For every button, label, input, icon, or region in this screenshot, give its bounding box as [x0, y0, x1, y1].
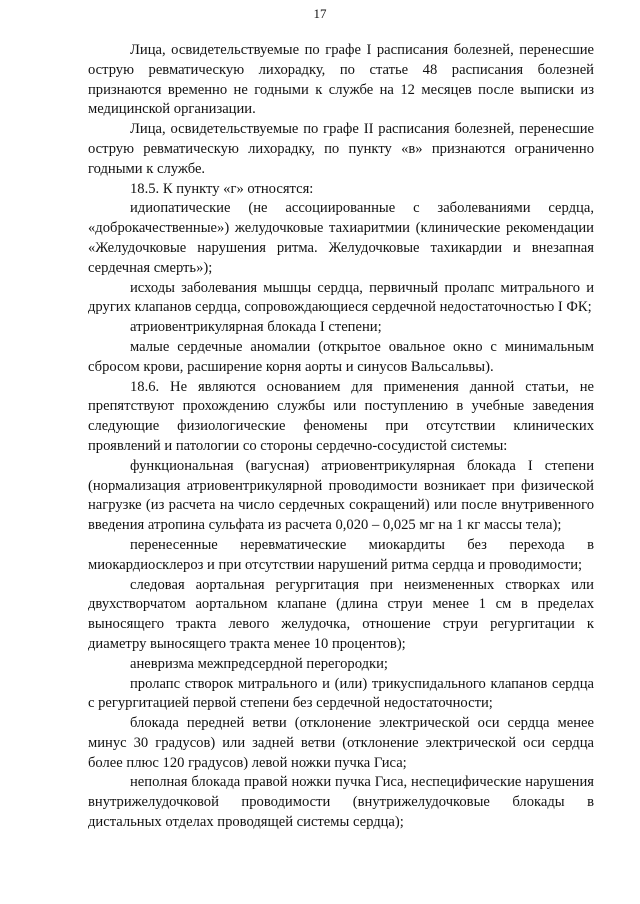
paragraph: аневризма межпредсердной перегородки;	[130, 655, 388, 672]
paragraph: 18.6. Не являются основанием для применения данной статьи, не препятствуют прохождению службы или поступлению в учебные заведения следующие физиологические феномены при отсутствии клинических проявлений и патологии со стороны сердечно-сосудистой системы:	[88, 378, 594, 454]
paragraph: функциональная (вагусная) атриовентрикулярная блокада I степени (нормализация атриовентрикулярной проводимости возникает при физической нагрузке (из расчета на число сердечных сокращений) или после внутривенного введения атропина сульфата из расчета 0,020 – 0,025 мг на 1 кг массы тела);	[88, 457, 594, 534]
paragraph: перенесенные неревматические миокардиты без перехода в миокардиосклероз и при отсутствии нарушений ритма сердца и проводимости;	[88, 536, 594, 573]
paragraph: следовая аортальная регургитация при неизмененных створках или двухстворчатом аортальном клапане (длина струи менее 1 см в пределах выносящего тракта левого желудочка, отношение струи регургитации к диаметру выносящего тракта менее 10 процентов);	[88, 576, 594, 652]
paragraph: идиопатические (не ассоциированные с заболеваниями сердца, «доброкачественные») желудочковые тахиаритмии (клинические рекомендации «Желудочковые нарушения ритма. Желудочковые тахикардии и внезапная сердечная смерть»);	[88, 200, 594, 276]
page-number: 17	[313, 6, 327, 21]
paragraph: Лица, освидетельствуемые по графе I расписания болезней, перенесшие острую ревматическую лихорадку, по статье 48 расписания болезней признаются временно не годными к службе на 12 месяцев после выписки из медицинской организации.	[88, 42, 594, 118]
paragraph: неполная блокада правой ножки пучка Гиса, неспецифические нарушения внутрижелудочковой проводимости (внутрижелудочковые блокады в дистальных отделах проводящей системы сердца);	[88, 774, 594, 831]
paragraph: малые сердечные аномалии (открытое овальное окно с минимальным сбросом крови, расширение корня аорты и синусов Вальсальвы).	[88, 338, 594, 375]
document-body	[88, 41, 594, 833]
paragraph: атриовентрикулярная блокада I степени;	[130, 319, 382, 336]
paragraph: исходы заболевания мышцы сердца, первичный пролапс митрального и других клапанов сердца, сопровождающиеся сердечной недостаточностью I ФК;	[88, 279, 594, 316]
paragraph: 18.5. К пункту «г» относятся:	[130, 180, 314, 197]
paragraph: пролапс створок митрального и (или) трикуспидального клапанов сердца с регургитацией первой степени без сердечной недостаточности;	[88, 675, 594, 712]
paragraph: Лица, освидетельствуемые по графе II расписания болезней, перенесшие острую ревматическую лихорадку, по пункту «в» признаются ограниченно годными к службе.	[88, 121, 594, 177]
paragraph: блокада передней ветви (отклонение электрической оси сердца менее минус 30 градусов) или задней ветви (отклонение электрической оси сердца более плюс 120 градусов) левой ножки пучка Гиса;	[88, 715, 594, 771]
